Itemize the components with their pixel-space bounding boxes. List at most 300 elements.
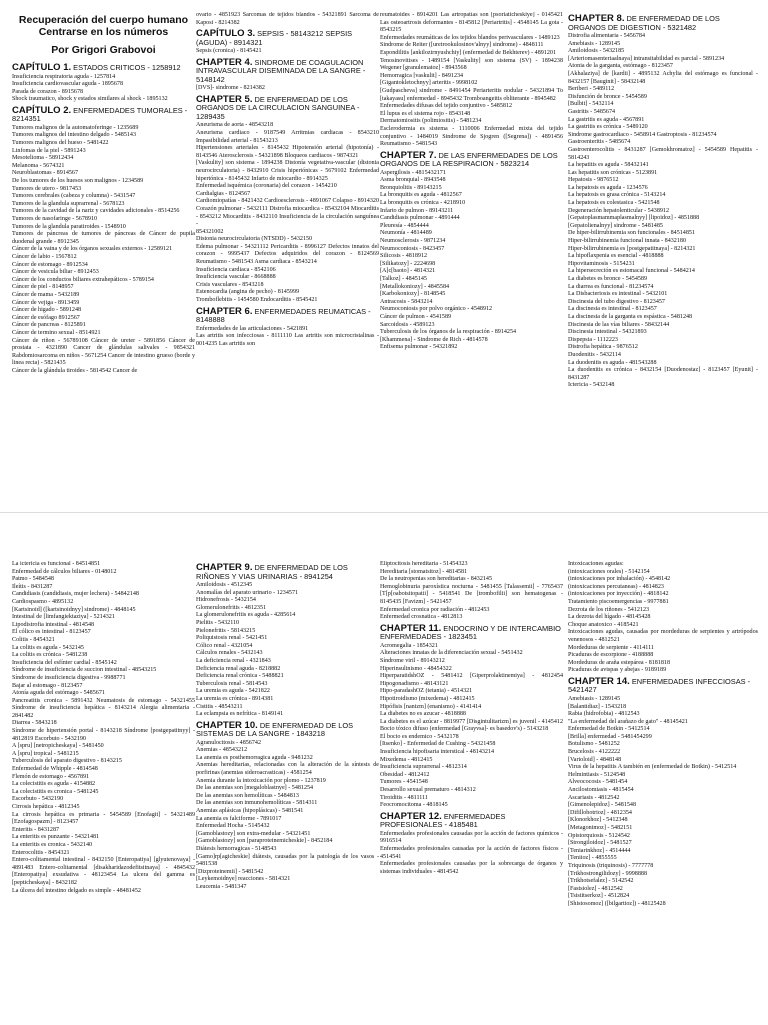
chapter-title: ENFERMEDADES REUMATICAS - 8148888 [196, 306, 371, 325]
code-entry: (intoxicaciones por inyección) - 4818142 [568, 591, 669, 598]
code-entry: Dispepsia - 1112223 [568, 336, 618, 343]
code-entry: La hipoflaxpenia es esencial - 4818888 [568, 253, 664, 260]
code-entry: Tumores de la cavidad de la nariz y cavidades adicionales - 8514256 [12, 208, 180, 215]
code-entry: [Itsenko] - Enfermedad de Cushing - 54321458 [380, 741, 496, 748]
code-entry: [Balantidiaz] - 1543218 [568, 703, 627, 710]
code-entry: La úlcera del intestino delgado es simple - 48481452 [12, 887, 141, 894]
code-entry: Asma bronquial - 8943548 [380, 177, 446, 184]
code-entry: Obesidad - 4812412 [380, 771, 430, 778]
code-entry: La diabetes no es azucar - 4818888 [380, 711, 466, 718]
code-entry: Mordeduras de serpiente - 4114111 [568, 644, 654, 651]
column [380, 12, 563, 512]
code-entry: Aneurisma cardiaco - 9187549 Arritmias cardiacas - 8543210 Impasibilidad arterial - 81543213 [196, 129, 379, 144]
code-entry: Gastroenteritis - 5485674 [568, 139, 631, 146]
code-entry: [Tenіarinkhoz] - 4514444 [568, 847, 631, 854]
code-entry: Enfermedad de Whipple - 4814548 [12, 766, 98, 773]
code-entry: Insuficiencia del esfínter cardial - 8545142 [12, 659, 117, 666]
code-entry: Tumores - 4541548 [380, 779, 428, 786]
code-entry: [Gamo]rp[agicheskie] diátesis, causadas por la patología de los vasos - 5481538 [196, 853, 379, 868]
code-entry: Lipodistrofia intestinal - 4814548 [12, 621, 95, 628]
code-entry: Disfunción de bronce - 5454589 [568, 93, 647, 100]
chapter-number: CAPÍTULO 3. [196, 28, 256, 40]
code-entry: Pancreatitis cronica - 5891432 Neumatosis de estomago - 54321455 Síndrome de insuficiencia hepática - 8143214 Alergia alimentaria - 2841482 [12, 697, 195, 719]
code-entry: Cáncer de esófago 8912567 [12, 314, 80, 321]
code-entry: Gastroenterocolitis - 8431287 [Gemokhromatoz] - 5454589 Hepatitis - 5814243 [568, 146, 758, 161]
code-entry: La duodenitis es crónica - 8432154 [Duodenostaz] - 8123457 [Eyunit] - 8431287 [568, 367, 758, 381]
code-entry: Neumoconiosis - 8423457 [380, 245, 445, 252]
code-entry: Enfermedades profesionales causadas por la acción de factores físicos - 4514541 [380, 846, 563, 860]
code-entry: Virus de la hepatitis A también en (enfermedad de Botkin) - 5412514 [568, 764, 737, 771]
code-entry: De la neutropenias son hereditarias - 8432145 [380, 576, 493, 583]
code-entry: Enfermedad crosnatica - 4812813 [380, 614, 463, 621]
code-entry: Cistitis - 48543211 [196, 703, 243, 710]
code-entry: Silicosis - 4818912 [380, 253, 428, 260]
chapter-title: DE ENFERMEDAD DE LOS RIÑONES Y VIAS URINARIAS - 8941254 [196, 563, 348, 581]
code-entry: El cólico es intestinal - 8123457 [12, 629, 91, 636]
code-entry: La bronquitis es crónica - 4218910 [380, 200, 466, 207]
code-entry: Tenosinovitises - 1489154 [Vaskulity] son sistema (SV) - 1894238 Wegener [granulematoz] - 8943568 [380, 57, 563, 72]
chapter-heading [380, 149, 563, 169]
code-entry: Candidiasis pulmonar - 4891444 [380, 215, 460, 222]
code-entry: [Teniioz] - 4855555 [568, 855, 617, 862]
code-entry: El lupus es el sistema rojo - 8543148 [380, 110, 471, 117]
code-entry: Desarrollo sexual prematuro - 4814312 [380, 787, 476, 794]
code-entry: [Akhalaziya] de [kardii] - 4895132 Achylia del estómago es funcional - 8432157 [Bauginit] - 58432148 [568, 70, 758, 85]
code-entry: [Talkoz] - 4845145 [380, 276, 427, 282]
code-entry: [Strongiloidoz] - 5481527 [568, 840, 632, 847]
code-entry: Cáncer de vejiga - 8913459 [12, 299, 80, 306]
code-entry: La colitis es aguda - 5432145 [12, 644, 84, 651]
code-entry: Enteritis - 8431287 [12, 826, 60, 833]
code-entry: Intoxicaciones agudas, causadas por mordeduras de serpientes y artrópodos venenosos - 4812521 [568, 629, 758, 643]
code-entry: Atonia de la garganta, estómago - 8123457 [568, 63, 673, 70]
code-entry: Poliquistosis renal - 5421451 [196, 635, 268, 642]
code-entry: [Metallokoniozy] - 4845584 [380, 283, 450, 290]
code-entry: La anemia es falciforme - 7891017 [196, 815, 282, 822]
code-entry: Tumores cerebrales (cabeza y columna) - 5431547 [12, 193, 136, 200]
chapter-title: ENDOCRINO Y DE INTERCAMBIO ENFERMEDADES - 1823451 [380, 623, 561, 642]
code-entry: Hidronefrosis - 5432154 [196, 597, 256, 604]
entry-list [12, 125, 195, 376]
code-entry: Enfermedad de Botkin - 5412514 [568, 726, 650, 733]
code-entry: Agranulocitosis - 4856742 [196, 739, 261, 746]
code-entry: Pleuresía - 4854444 [380, 222, 429, 229]
code-entry: [Brilla] enfermedad - 5481454299 [568, 733, 652, 740]
code-entry: Glomerulonefritis - 4812351 [196, 604, 267, 611]
entry-list [568, 561, 758, 675]
code-entry: 854321002 [196, 228, 224, 235]
code-entry: [Shistosomoz] ([bilgartioz]) - 48125428 [568, 900, 666, 907]
code-entry: Ascariasis - 4812542 [568, 794, 620, 801]
code-entry: Amebiasis - 1289145 [568, 40, 621, 47]
code-entry: Esclerodermia es sistema - 1110006 Enfermedad mixta del tejido conjuntivo - 1484019 Sindrome de Sjogren ([Segrena]) - 4891456 Reumatismo - 5481543 [380, 125, 563, 148]
code-entry: La gastritis es aguda - 4567891 [568, 116, 645, 123]
code-entry: La enteritis es cronica - 5432140 [12, 841, 93, 848]
code-entry: Feocromocitoma - 4818145 [380, 802, 448, 809]
code-entry: Anemias - 48543212 [196, 747, 248, 754]
code-entry: Espondilitis [ankilozirnyushchiy] (enfermedad de Bekhterev) - 4891201 [380, 49, 556, 56]
code-entry: Enfermedad cronica por radiación - 4812453 [380, 606, 490, 613]
code-entry: Linfomas de la piel - 5891243 [12, 147, 86, 154]
code-entry: Entero-colitamental intestinal - 8432150 [Enteropatiya] [glyutenovaya] - 4891483 Entero-colitamental [disakharidazodefitsitnaya] - 4845432 [Enteropatiya] exsudativa - 48123454 La ulcera del gamma es [peptіcheskaya] - 8432182 [12, 857, 195, 886]
code-entry: Patmo - 5484548 [12, 576, 54, 583]
code-entry: Hiper-bilirrubinemia es [postgepatitnaya] - 8214321 [568, 245, 696, 252]
code-entry: (intoxicaciones orales) - 5142154 [568, 568, 650, 575]
code-entry: Dermatomiositis (polimiositis) - 5481234 [380, 118, 482, 125]
code-entry: De las anemias son hemolíticas - 5484813 [196, 792, 299, 799]
code-entry: La glomerulonefritis es aguda - 4285614 [196, 612, 296, 619]
code-entry: Cáncer de vesicula biliar - 8912453 [12, 269, 99, 276]
code-entry: [Khammena] - Sindrome de Rich - 4814578 [380, 336, 488, 343]
code-entry: Síndrome de hipertensión portal - 8143218 Síndrome [postgepatitnyy] - 4812819 Escorbuto - 5432190 [12, 728, 195, 742]
code-entry: Enterocolitis - 8454321 [12, 849, 70, 856]
code-entry: Degeneración hepatolenticular - 5438912 [568, 207, 670, 214]
entry-list [196, 582, 379, 719]
code-entry: Neumonía - 4814489 [380, 230, 432, 237]
code-entry: La diarrea es funcional - 81234574 [568, 283, 654, 290]
chapter-number: CHAPTER 12. [380, 810, 442, 822]
code-entry: La dezrota del hígado - 48145428 [568, 614, 651, 621]
code-entry: Amiloidosis - 5432185 [568, 48, 625, 55]
code-entry: Enfermedades profesionales causadas por la acción de factores químicos - 9916514 [380, 830, 563, 845]
code-entry: Infarto de pulmon - 89143211 [380, 207, 454, 214]
code-entry: De las anemias son inmunohemolíticas - 5814311 [196, 800, 318, 807]
code-entry: Tumores malignos del hueso - 5481422 [12, 140, 109, 147]
code-entry: Estenocardia (angina de pecho) - 8145999 [196, 289, 300, 296]
code-entry: [Gamoblastozy] son extra-medular - 54321451 [196, 830, 311, 837]
code-entry: [Fastsiolez] - 4812542 [568, 885, 623, 892]
code-entry: Hipófisis [nanizm] (enanismo) - 4141414 [380, 703, 482, 710]
code-entry: [Vaskulity] son sistema - 1894238 Distonía vegetativa-vascular (distonia neurocirculatoria) - 8432910 Crisis hipertónicas - 5679102 Enfermedad hipertónica - 8145432 Infarto de miocardio - 8914325 [196, 160, 379, 182]
entry-list [568, 696, 758, 909]
chapter-title: DE ENFERMEDAD DE LOS ORGANOS DE LA CIRCULACION SANGUINEA - 1289435 [196, 94, 360, 121]
code-entry: Diarrea - 5843218 [12, 720, 57, 727]
code-entry: Beriberi - 5489112 [568, 86, 615, 93]
code-entry: reumatoides - 8914201 Las artropatías son [psoriaticheskiye] - 0145421 Las osteoartrosis deformantes - 8145812 [Periartritis] - 4548145 La gota - 8543215 [380, 12, 563, 34]
code-entry: La hipersecreción es estomacal funcional - 5484214 [568, 268, 695, 275]
code-entry: Helmintiasis - 5124548 [568, 771, 626, 778]
column [12, 12, 195, 512]
chapter-title: ESTADOS CRITICOS - 1258912 [71, 63, 181, 72]
code-entry: Insuficiencia vascular - 8668888 [196, 274, 276, 281]
code-entry: La diabetes es bronce - 5454589 [568, 276, 648, 282]
code-entry: Anemias aplásicas (hipoplásicas) - 5481541 [196, 808, 304, 815]
code-entry: [Gepatoplasmammaplasmalnyy] [lipoidoz] - 4851888 [568, 215, 700, 222]
code-entry: Neuroblastomas - 8914567 [12, 170, 79, 177]
code-entry: [Tsistitserkoz] - 4512824 [568, 893, 630, 900]
code-entry: Gastritis - 5485674 [568, 108, 616, 115]
column [196, 12, 379, 512]
code-entry: Deficiencia renal crónica - 5488821 [196, 673, 284, 680]
code-entry: Cáncer de piel - 8148957 [12, 284, 74, 291]
code-entry: Botulismo - 5481252 [568, 741, 620, 748]
code-entry: Aspergilosis - 4815432171 [380, 169, 446, 176]
code-entry: Tumores malignos del intestino delgado - 5485143 [12, 132, 137, 139]
code-entry: La hepatosis es aguda - 1234576 [568, 184, 648, 191]
document-title: Recuperación del cuerpo humano Centrarse en los números [18, 14, 189, 38]
code-entry: Parada de corazon - 8915678 [12, 88, 84, 95]
code-entry: La hepatosis es colestasica - 5421548 [568, 200, 660, 207]
code-entry: Hereditaria [stomatsitoz] - 4814581 [380, 568, 468, 575]
code-entry: Cardialgias - 8124567 [196, 190, 251, 197]
code-entry: [Klonorkhoz] - 5412348 [568, 817, 628, 824]
code-entry: Tumores de la glandula paratiroides - 1548910 [12, 223, 126, 230]
code-entry: Melanoma - 5674321 [12, 162, 65, 169]
code-entry: Cólico renal - 4321054 [196, 642, 253, 649]
chapter-number: CAPÍTULO 2. [12, 104, 72, 116]
column [568, 561, 758, 1023]
chapter-heading [196, 564, 379, 581]
chapter-title: DE ENFERMEDAD DE LOS SISTEMAS DE LA SANGRE - 1843218 [196, 720, 354, 739]
code-entry: La cirrosis hepática es primaria - 5454589 [Enofagit] - 54321489 [Ezofagospazm] - 8123457 [12, 811, 195, 826]
code-entry: [Trikhotsefalez] - 5142542 [568, 878, 634, 885]
code-entry: Cáncer de la glándula tiroides - 5814542 Cancer de [12, 367, 138, 374]
code-entry: Choque anatoxico - 4185421 [568, 621, 639, 628]
code-entry: Intoxicaciones agudas: [568, 561, 624, 567]
code-entry: Cáncer de riñon - 56789108 Cáncer de ureter - 5891856 Cáncer de prostata - 4321890 Cancer de glándulas salivales - 9854321 Rabdomiosarcoma en niños - 5671254 Cancer de intestino grueso (borde y linea recta) - 5821435 [12, 337, 195, 367]
code-entry: [Difillobotrioz] - 4812354 [568, 809, 632, 816]
code-entry: La deficiencia renal - 4321843 [196, 657, 271, 664]
entry-list [196, 85, 379, 93]
code-entry: Discinesia de las vías biliares - 58432144 [568, 321, 670, 328]
code-entry: La colitis es crónica - 5481238 [12, 652, 88, 659]
code-entry: Las artritis son infecciosas - 8111110 Las artritis son microcristalinas - 0014235 Las artritis son [196, 333, 379, 347]
code-entry: HiperparatidshOZ - 5481412 [Giperprolaktinemiya] - 4812454 Hipogonadismo - 48143121 [380, 673, 563, 687]
code-entry: Amiloidosis - 4512345 [196, 582, 253, 588]
chapter-heading [380, 810, 563, 830]
chapter-number: CHAPTER 8. [568, 13, 625, 24]
code-entry: Bronquiolitis - 89143215 [380, 184, 442, 191]
code-entry: Tuberculosis renal - 5814543 [196, 680, 268, 687]
code-entry: [Metagonimoz] - 5482151 [568, 825, 633, 831]
code-entry: De los tumores de los huesos son malignos - 1234589 [12, 178, 144, 185]
code-entry: Hemorragica [vaskulit] - 8491234 [380, 72, 464, 79]
code-entry: (intoxicaciones por inhalación) - 4548142 [568, 576, 671, 583]
code-entry: La gastritis es crónica - 5489120 [568, 124, 648, 131]
code-entry: [Kartsinoid] ([kartsinoidnyy] sindrome) - 4848145 [12, 606, 136, 613]
code-entry: Enfermedad Hocha - 5145432 [196, 823, 270, 830]
code-entry: Cáncer de estomago - 8912534 [12, 261, 88, 268]
code-entry: La Disbacteriosis es intestinal - 5432101 [568, 291, 668, 298]
entry-list [196, 12, 379, 27]
code-entry: Hipertensiones arteriales - 8145432 Hipotensión arterial (hipotonía) - 8143546 Aterosclerosis - 54321898 Bloqueos cardiacos - 9874321 [196, 145, 379, 159]
code-entry: Hepatosis - 9876512 [568, 177, 619, 184]
code-entry: Hipo-paradashOZ (tetania) - 4514321 [380, 688, 473, 695]
code-entry: Síndrome de insuficiencia digestiva - 9988771 [12, 674, 126, 681]
code-entry: La uremia es aguda - 5421822 [196, 688, 270, 695]
code-entry: Tumores de nasofaringe - 5678910 [12, 216, 98, 222]
chapter-title: ENFERMEDADES PROFESIONALES - 4185481 [380, 811, 506, 830]
code-entry: Síndrome de insuficiencia de succion intestinal - 48543215 [12, 667, 157, 674]
code-entry: Bajar al estomago - 8123457 [12, 682, 83, 689]
chapter-number: CHAPTER 10. [196, 719, 258, 731]
code-entry: Enfermedades difusas del tejido conjuntivo - 5485812 [380, 103, 513, 110]
code-entry: Tumores de la glandula suprarrenal - 5678123 [12, 200, 125, 207]
code-entry: Ictericia - 5432148 [568, 382, 615, 389]
code-entry: La colecistitis es cronica - 5481245 [12, 788, 99, 795]
code-entry: La hepatosis es grasa crónica - 5143214 [568, 192, 666, 199]
code-entry: Tuberculosis del aparato digestivo - 8143215 [12, 758, 122, 765]
code-entry: Hipotiroidismo (mixedema) - 4812415 [380, 695, 475, 702]
document-author: Por Grigori Grabovoi [51, 44, 156, 56]
code-entry: Atonía aguda del estómago - 5485671 [12, 690, 105, 697]
code-entry: Las hepatitis son crónicas - 5123891 [568, 169, 658, 176]
code-entry: Eliptocitosis hereditaria - 51454323 [380, 561, 468, 567]
code-entry: Enfermedades profesionales causadas por la sobrecarga de órganos y sistemas individuales - 4814542 [380, 861, 563, 875]
code-entry: Antracosis - 5843214 [380, 298, 433, 305]
code-entry: Sindrome gastrocardiaco - 5458914 Gastroptosis - 81234574 [568, 131, 717, 138]
code-entry: Enfermedad isquémica (coronaria) del corazon - 1454210 [196, 183, 337, 190]
code-entry: Mesotelioma - 58912434 [12, 155, 74, 162]
code-entry: Anomalías del aparato urinario - 1234571 [196, 589, 299, 596]
column [380, 561, 563, 1023]
code-entry: "La enfermedad del arañazo de gato" - 48145421 [568, 718, 688, 725]
code-entry: Alteraciones innatas de la diferenciación sexual - 5451432 [380, 650, 523, 657]
code-entry: [DVS]- sindrome - 8214382 [196, 85, 265, 92]
code-entry: Cardiospasmo - 4895132 [12, 598, 74, 605]
code-entry: Neumoconiosis por polvo orgánico - 4548912 [380, 306, 493, 313]
code-entry: [Bulbit] - 5432114 [568, 101, 614, 108]
column [568, 12, 758, 512]
chapter-heading [196, 56, 379, 85]
code-entry: Escorbuto - 5432190 [12, 796, 64, 803]
code-entry: Tuberculosis de los órganos de la respiración - 8914254 [380, 329, 517, 336]
entry-list [12, 74, 195, 104]
code-entry: Hiperinsulinismo - 48454322 [380, 665, 452, 672]
code-entry: Amebiasis - 1289145 [568, 695, 621, 702]
chapter-number: CHAPTER 9. [196, 562, 253, 573]
chapter-heading [12, 64, 195, 73]
code-entry: [Silikatozy] - 2224698 [380, 260, 436, 267]
code-entry: A [spru] [netropicheskaya] - 5481450 [12, 743, 104, 750]
code-entry: Enfermedades de las articulaciones - 5421891 [196, 325, 309, 332]
code-entry: Pielitis - 5432110 [196, 619, 240, 626]
code-entry: Acromegalia - 1854321 [380, 642, 438, 649]
chapter-title: SEPSIS - 58143212 SEPSIS (AGUDA) - 8914321 [196, 29, 353, 47]
code-entry: Colitis - 8454321 [12, 636, 55, 643]
code-entry: Discinesia intestinal - 54321893 [568, 329, 647, 336]
code-entry: [Gudpascheva] sindrome - 8491454 Periarteritis nodular - 54321894 To [takayasu] enfermedad - 8945432 Tromboangeitis obliterante - 8945482 [380, 87, 563, 102]
code-entry: Candidiasis (candidiasis, mujer lechera) - 54842148 [12, 591, 139, 598]
code-entry: Diátesis hemorragicas - 5148543 [196, 846, 277, 852]
code-entry: Opistorquiosis - 5124542 [568, 832, 630, 839]
code-entry: [Leykemoidnye] reacciones - 5814321 [196, 876, 291, 883]
code-entry: [Varioloid] - 4848148 [568, 756, 622, 763]
code-entry: Mixedema - 4812415 [380, 756, 433, 763]
code-entry: Anemia durante la intoxicación por plomo - 1237819 [196, 777, 326, 784]
code-entry: Pielonefritis - 58143215 [196, 627, 256, 634]
code-entry: La anemia es posthemorragica aguda - 9481232 [196, 754, 313, 761]
code-entry: La hepatitis es aguda - 58432141 [568, 162, 649, 169]
code-entry: Insuficiencia respiratoria aguda - 1257814 [12, 73, 116, 80]
code-entry: Cáncer de la vaina y de los órganos sexuales externos - 12589121 [12, 246, 173, 253]
chapter-number: CHAPTER 11. [380, 622, 442, 634]
code-entry: Anemias hereditarias, relacionadas con la alteración de la síntesis de porfirinas (anemias sideroacrasticas) - 4581254 [196, 762, 379, 777]
chapter-heading [12, 104, 195, 124]
column [12, 561, 195, 1023]
entry-list [196, 326, 379, 349]
chapter-title: DE ENFERMEDAD DE LOS ORGANOS DE DIGESTION - 5321482 [568, 14, 720, 32]
code-entry: Crisis vasculares - 8543218 [196, 281, 264, 288]
code-entry: Edema pulmonar - 54321112 Pericarditis - 8996127 Defectos innatos del corazon - 9995437 Defectos adquiridos del corazon - 8124569 Reumatismo - 5481543 Asma cardiaca - 8543214 [196, 243, 379, 266]
code-entry: Duodenitis - 5432114 [568, 351, 621, 358]
code-entry: Distrofia alimentaria - 5456784 [568, 33, 645, 39]
code-entry: Tratamiento piscoemergencias - 9977881 [568, 598, 669, 605]
code-entry: Triquinosis (triquinosis) - 7777778 [568, 862, 654, 869]
code-entry: La enteritis es punzante - 54321481 [12, 834, 100, 841]
entry-list [380, 561, 563, 622]
code-entry: Flemón de estomago - 4567891 [12, 773, 90, 780]
code-entry: Cáncer de mama - 5432189 [12, 291, 80, 298]
entry-list [568, 33, 758, 390]
code-entry: Ancilostomiasis - 4815454 [568, 787, 634, 794]
code-entry: Tumores de páncreas de tumores de páncreas de Cáncer de pupila duodenal grande - 8912345 [12, 231, 195, 245]
chapter-heading [196, 93, 379, 122]
code-entry: Aneurisma de aorta - 48543218 [196, 122, 274, 129]
code-entry: Distonia neurocirculatoria (NTSDD) - 5432150 [196, 236, 313, 243]
code-entry: Cáncer de labio - 1567812 [12, 253, 77, 260]
page-top [0, 0, 768, 512]
code-entry: Sindrome de Reiter ([uretrookulosinov'alnyy] sindrome) - 4848111 [380, 42, 544, 49]
code-entry: Mordeduras de araña estepárea - 8181818 [568, 659, 671, 666]
code-entry: Shock traumatico, shock y estados similares al shock - 1895132 [12, 96, 168, 103]
column [196, 561, 379, 1023]
chapter-heading [196, 30, 379, 47]
chapter-number: CAPÍTULO 1. [12, 62, 72, 73]
code-entry: Cirrosis hepática - 4812345 [12, 804, 80, 810]
code-entry: Rabia (hidrofobia) - 4812543 [568, 711, 640, 718]
code-entry: Insuficiencia cardiovascular aguda - 1895678 [12, 81, 123, 88]
code-entry: La colecistitis es aguda - 4154882 [12, 781, 96, 788]
code-entry: Enfisema pulmonar - 54321892 [380, 344, 458, 351]
code-entry: Ileítis - 8431287 [12, 583, 53, 590]
code-entry: Sarcoidosis - 4589123 [380, 321, 435, 328]
code-entry: [Dizproteinemii] - 5481542 [196, 868, 264, 875]
code-entry: La eclampsia es nefrítica - 8149141 [196, 711, 284, 718]
code-entry: Enfermedades reumáticas de los tejidos blandos perivasculares - 1489123 [380, 34, 560, 41]
code-entry: [Karbokoniozy] - 8148545 [380, 291, 446, 298]
chapter-title: ENFERMEDADES INFECCIOSAS - 5421427 [568, 676, 751, 695]
code-entry: Intestinal de [limfangiektaziya] - 5214321 [12, 614, 115, 621]
chapter-number: CHAPTER 6. [196, 305, 253, 317]
code-entry: De las anemias son [megaloblastnye] - 5481254 [196, 785, 314, 792]
entry-list [196, 48, 379, 56]
code-entry: Cáncer de pancreas - 8125891 [12, 322, 86, 329]
code-entry: Tumores malignos de la automatoferinge - 1235689 [12, 124, 139, 131]
code-entry: [A]c[baoto] - 4814321 [380, 268, 436, 275]
entry-list [12, 561, 195, 895]
code-entry: La discinesia de la garganta es espástica - 5481248 [568, 313, 693, 320]
code-entry: Alveococosis - 5481454 [568, 779, 628, 786]
code-entry: Síndrome viril - 89143212 [380, 657, 445, 664]
code-entry: La uremia es crónica - 8914381 [196, 695, 274, 702]
code-entry: [Arteriomasenteriaalnaya] intransitabilidad es parcial - 5891234 [568, 55, 725, 62]
code-entry: Hemoglobinuria paroxística nocturna - 5481455 [Talassemii] - 7765437 [T[p[oabotsitopatii] - 5418541 De [trombofilii] son hematogenas - 8145435 [Favizm] - 5421457 [380, 583, 563, 605]
code-entry: La bronquitis es aguda - 4812567 [380, 192, 462, 199]
entry-list [380, 643, 563, 810]
code-entry: [Gepatolienalnyy] sindrome - 5481485 [568, 222, 663, 229]
code-entry: Sepsis (cronica) - 8145421 [196, 48, 262, 55]
code-entry: El bocio es endemico - 5432178 [380, 733, 459, 740]
code-entry: Picaduras de escorpione - 4188888 [568, 652, 654, 659]
chapter-title: SINDROME DE COAGULACION INTRAVASCULAR DISEMINADA DE LA SANGRE - 5148142 [196, 57, 366, 84]
code-entry: Neumosclerosis - 9871234 [380, 238, 446, 245]
code-entry: Insuficiencia hipofisaria interstical - 48143214 [380, 749, 495, 756]
code-entry: Leucemia - 5481347 [196, 883, 247, 890]
code-entry: Discinesia del tubo digestivo - 8123457 [568, 298, 665, 305]
code-entry: La duodenitis es aguda - 481543288 [568, 359, 657, 366]
code-entry: Cálculos renales - 5432143 [196, 650, 263, 657]
